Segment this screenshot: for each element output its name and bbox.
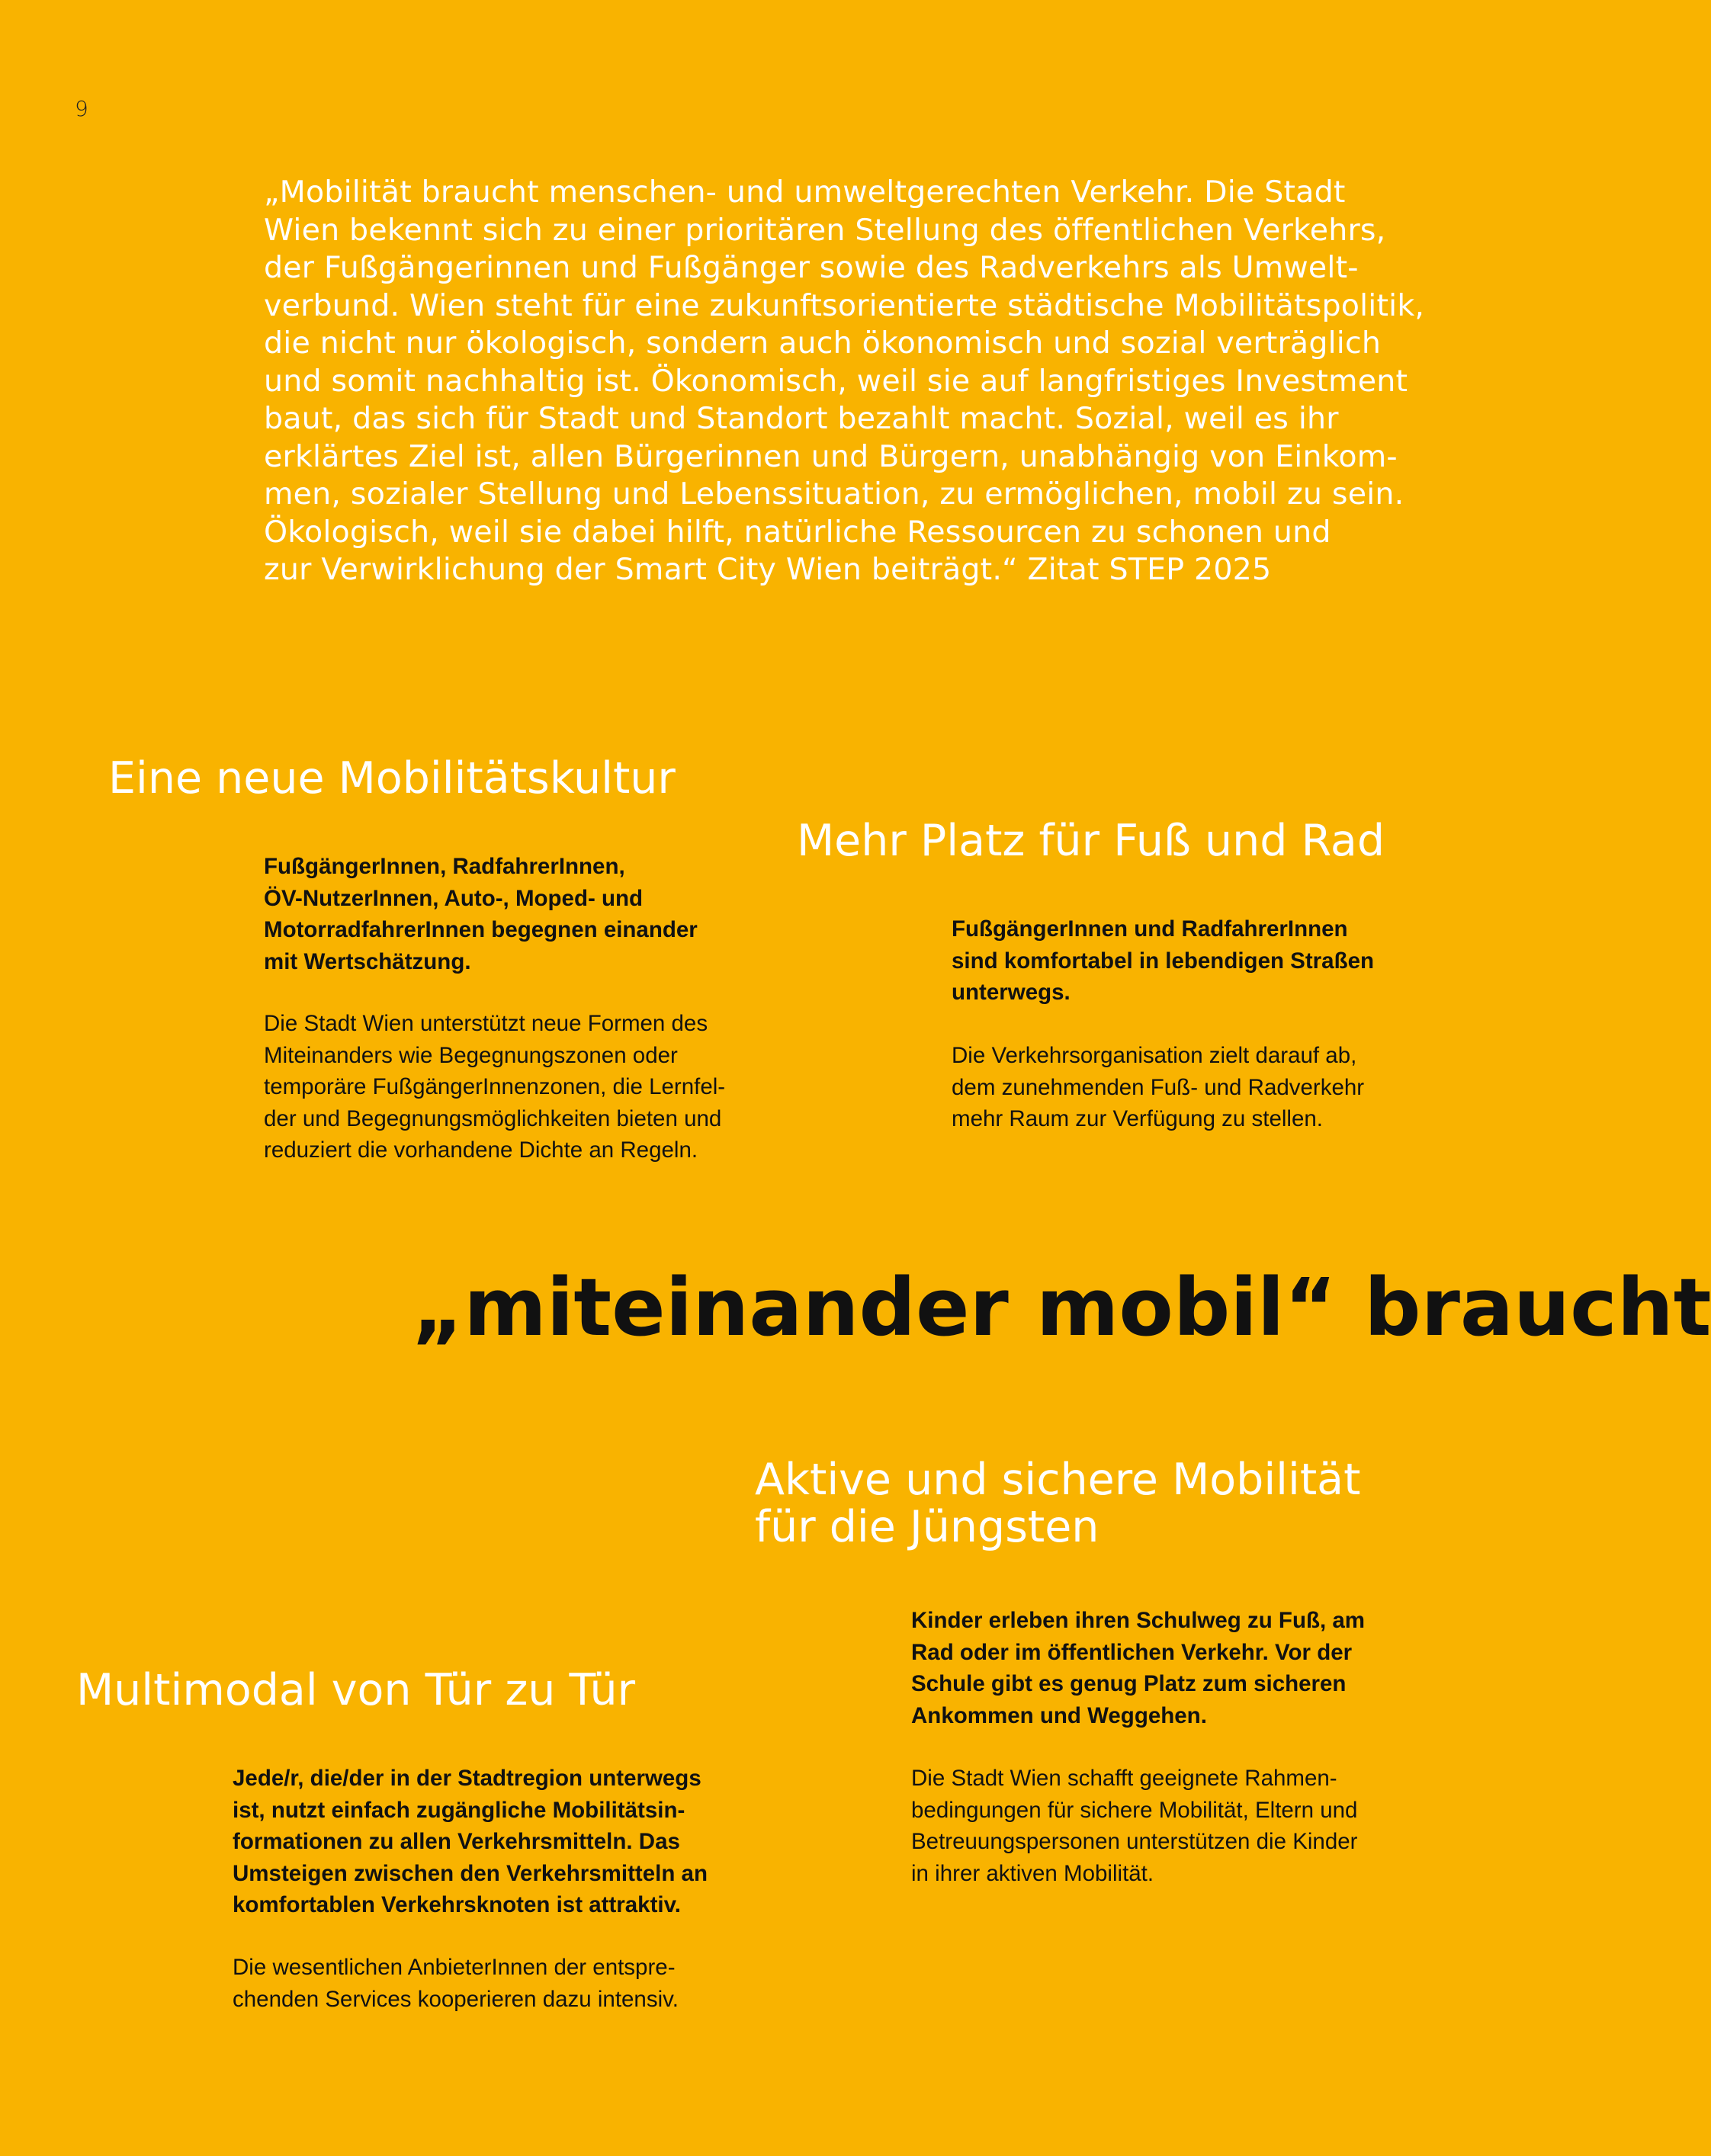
quote-line: verbund. Wien steht für eine zukunftsorientierte städtische Mobilitätspolitik, [264, 287, 1425, 323]
text-line: Umsteigen zwischen den Verkehrsmitteln an [233, 1860, 708, 1886]
text-line: dem zunehmenden Fuß- und Radverkehr [952, 1074, 1365, 1100]
text-line: Die Stadt Wien unterstützt neue Formen des [264, 1011, 708, 1036]
section-heading-multimodal: Multimodal von Tür zu Tür [76, 1665, 636, 1715]
text-line: Die Stadt Wien schafft geeignete Rahmen- [911, 1766, 1337, 1791]
text-line: reduziert die vorhandene Dichte an Regeln. [264, 1137, 698, 1163]
quote-line: der Fußgängerinnen und Fußgänger sowie des Radverkehrs als Umwelt- [264, 250, 1359, 285]
text-line: Ankommen und Weggehen. [911, 1702, 1207, 1728]
text-line: in ihrer aktiven Mobilität. [911, 1860, 1154, 1886]
text-line: ist, nutzt einfach zugängliche Mobilitätsin- [233, 1797, 685, 1823]
text-line: Jede/r, die/der in der Stadtregion unterwegs [233, 1766, 701, 1791]
quote-line: „Mobilität braucht menschen- und umweltgerechten Verkehr. Die Stadt [264, 175, 1346, 210]
text-line: mehr Raum zur Verfügung zu stellen. [952, 1106, 1323, 1131]
section-body-juengste [911, 1763, 1357, 1889]
section-body-multimodal [233, 1952, 679, 2015]
text-line: FußgängerInnen, RadfahrerInnen, [264, 854, 625, 879]
section-heading-juengste [755, 1456, 1360, 1551]
heading-line: Aktive und sichere Mobilität [755, 1455, 1361, 1505]
text-line: Betreuungspersonen unterstützen die Kinder [911, 1829, 1358, 1854]
text-line: komfortablen Verkehrsknoten ist attraktiv. [233, 1892, 681, 1917]
section-lead-platz [952, 913, 1374, 1009]
section-lead-mobilitaetskultur [264, 851, 698, 977]
quote-line: die nicht nur ökologisch, sondern auch ökonomisch und sozial verträglich [264, 326, 1382, 361]
text-line: bedingungen für sichere Mobilität, Eltern und [911, 1797, 1358, 1823]
text-line: formationen zu allen Verkehrsmitteln. Das [233, 1829, 680, 1854]
quote-line: zur Verwirklichung der Smart City Wien beiträgt.“ Zitat STEP 2025 [264, 552, 1272, 587]
text-line: Kinder erleben ihren Schulweg zu Fuß, am [911, 1608, 1366, 1633]
section-body-platz [952, 1040, 1364, 1135]
section-body-mobilitaetskultur [264, 1008, 725, 1166]
quote-line: erklärtes Ziel ist, allen Bürgerinnen und Bürgern, unabhängig von Einkom- [264, 438, 1398, 474]
text-line: Die wesentlichen AnbieterInnen der entspre- [233, 1955, 676, 1980]
section-lead-multimodal [233, 1763, 708, 1921]
quote-line: Ökologisch, weil sie dabei hilft, natürliche Ressourcen zu schonen und [264, 514, 1331, 550]
text-line: MotorradfahrerInnen begegnen einander [264, 917, 698, 942]
text-line: der und Begegnungsmöglichkeiten bieten und [264, 1105, 722, 1131]
quote-line: baut, das sich für Stadt und Standort bezahlt macht. Sozial, weil es ihr [264, 401, 1339, 436]
heading-line: für die Jüngsten [755, 1502, 1099, 1552]
quote-line: und somit nachhaltig ist. Ökonomisch, weil sie auf langfristiges Investment [264, 363, 1408, 399]
quote-line: Wien bekennt sich zu einer prioritären Stellung des öffentlichen Verkehrs, [264, 212, 1386, 248]
text-line: Die Verkehrsorganisation zielt darauf ab, [952, 1043, 1357, 1068]
text-line: FußgängerInnen und RadfahrerInnen [952, 916, 1348, 942]
text-line: unterwegs. [952, 980, 1071, 1005]
headline-claim: „miteinander mobil“ braucht [412, 1261, 1711, 1354]
text-line: sind komfortabel in lebendigen Straßen [952, 948, 1375, 974]
section-heading-platz: Mehr Platz für Fuß und Rad [797, 816, 1385, 866]
text-line: mit Wertschätzung. [264, 948, 471, 974]
text-line: chenden Services kooperieren dazu intensiv. [233, 1986, 679, 2012]
section-lead-juengste [911, 1605, 1365, 1731]
text-line: Rad oder im öffentlichen Verkehr. Vor der [911, 1639, 1353, 1665]
section-heading-mobilitaetskultur: Eine neue Mobilitätskultur [108, 753, 676, 804]
quote-line: men, sozialer Stellung und Lebenssituation, zu ermöglichen, mobil zu sein. [264, 476, 1404, 512]
text-line: temporäre FußgängerInnenzonen, die Lernfel- [264, 1074, 726, 1099]
text-line: Miteinanders wie Begegnungszonen oder [264, 1042, 678, 1068]
text-line: ÖV-NutzerInnen, Auto-, Moped- und [264, 885, 644, 911]
text-line: Schule gibt es genug Platz zum sicheren [911, 1671, 1347, 1696]
page-number: 9 [75, 96, 88, 121]
intro-quote [264, 174, 1425, 589]
